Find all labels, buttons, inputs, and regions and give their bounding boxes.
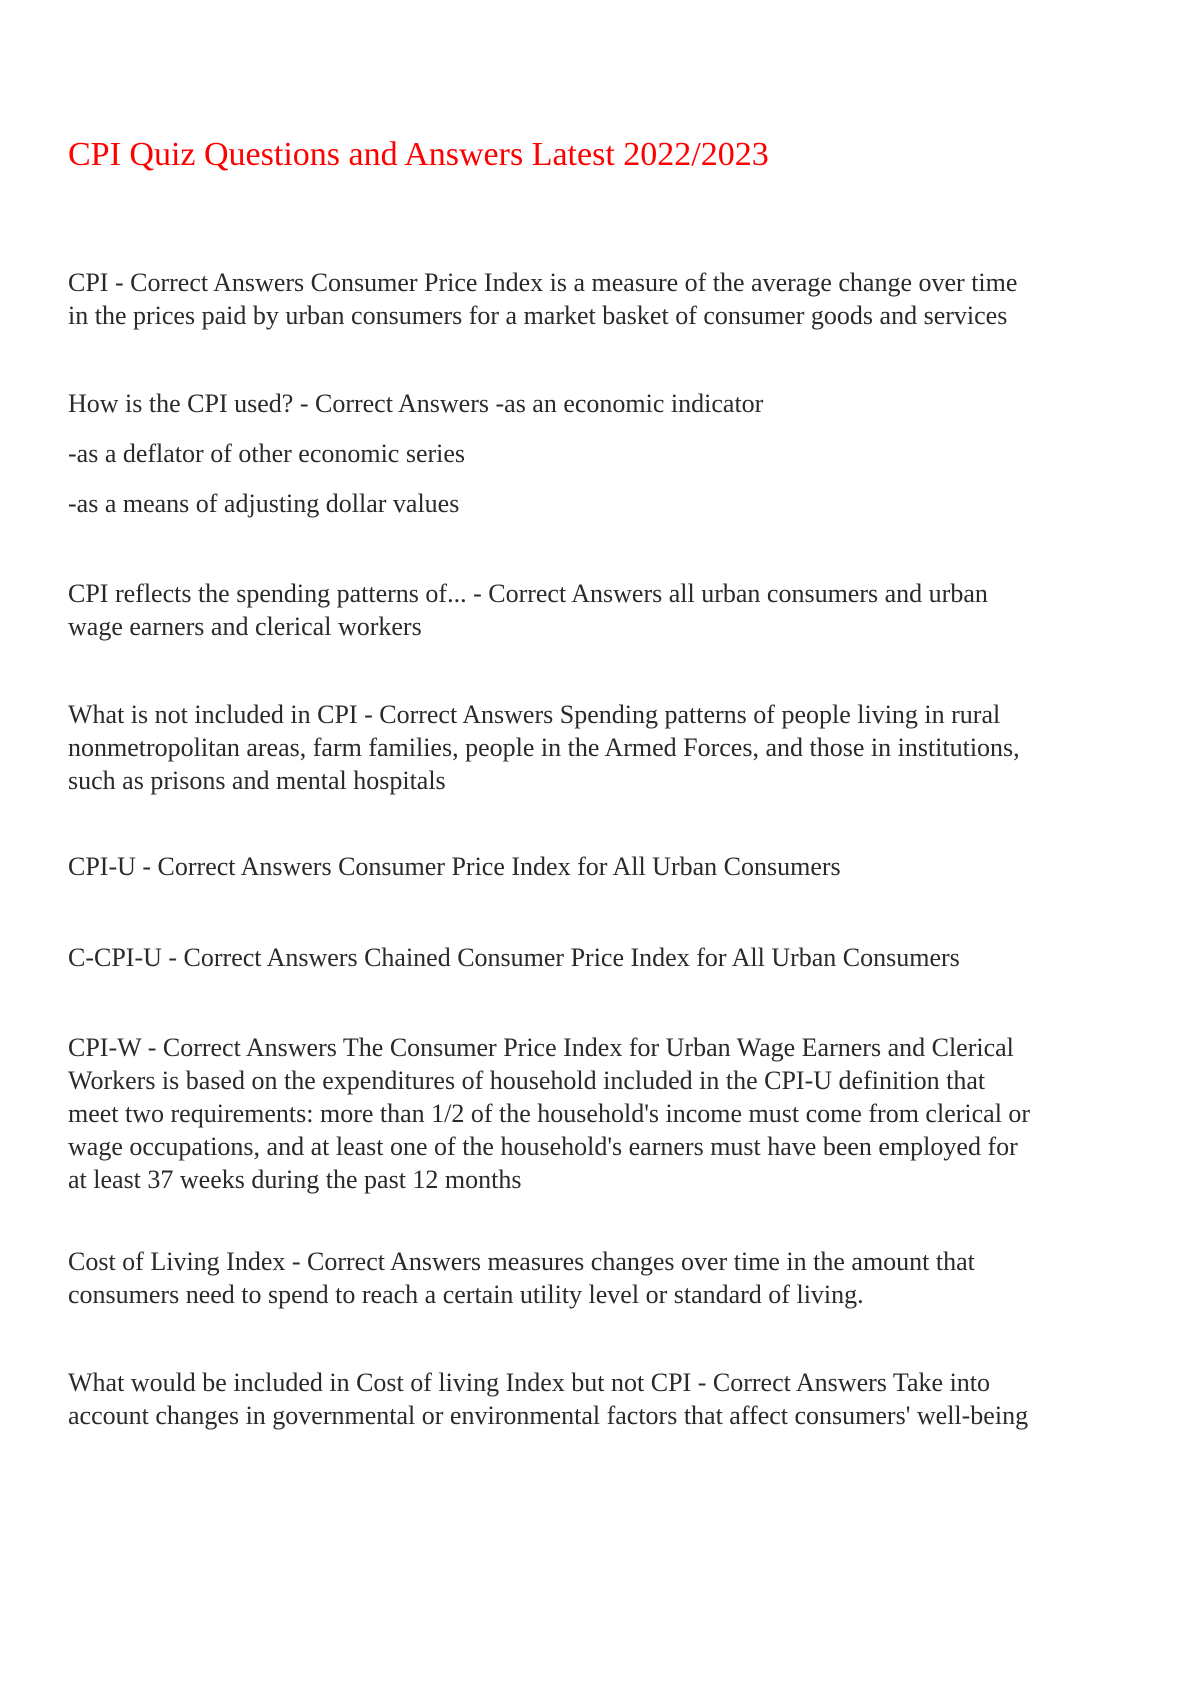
qa-paragraph-cost-of-living (68, 1245, 1133, 1311)
text-line: -as a deflator of other economic series (68, 439, 466, 468)
text-line: meet two requirements: more than 1/2 of the household's income must come from clerical or (68, 1099, 1031, 1128)
text-line: Cost of Living Index - Correct Answers measures changes over time in the amount that (68, 1247, 975, 1276)
qa-paragraph-cpi (68, 266, 1133, 332)
qa-paragraph-cpi-used (68, 387, 1133, 420)
qa-paragraph-cpi-w (68, 1031, 1133, 1196)
text-line: wage earners and clerical workers (68, 612, 422, 641)
text-line: nonmetropolitan areas, farm families, people in the Armed Forces, and those in institutions, (68, 733, 1020, 762)
document-title: CPI Quiz Questions and Answers Latest 2022/2023 (68, 136, 769, 173)
text-line: CPI-U - Correct Answers Consumer Price Index for All Urban Consumers (68, 852, 841, 881)
text-line: CPI reflects the spending patterns of... - Correct Answers all urban consumers and urban (68, 579, 988, 608)
text-line: such as prisons and mental hospitals (68, 766, 446, 795)
text-line: How is the CPI used? - Correct Answers -as an economic indicator (68, 389, 764, 418)
qa-paragraph-cost-of-living-vs-cpi (68, 1366, 1133, 1432)
text-line: consumers need to spend to reach a certain utility level or standard of living. (68, 1280, 864, 1309)
text-line: What is not included in CPI - Correct Answers Spending patterns of people living in rural (68, 700, 1001, 729)
qa-paragraph-not-included (68, 698, 1133, 797)
text-line: in the prices paid by urban consumers for a market basket of consumer goods and services (68, 301, 1008, 330)
text-line: What would be included in Cost of living Index but not CPI - Correct Answers Take into (68, 1368, 991, 1397)
text-line: account changes in governmental or environmental factors that affect consumers' well-being (68, 1401, 1029, 1430)
qa-paragraph-spending-patterns (68, 577, 1133, 643)
text-line: CPI-W - Correct Answers The Consumer Price Index for Urban Wage Earners and Clerical (68, 1033, 1014, 1062)
text-line: at least 37 weeks during the past 12 months (68, 1165, 522, 1194)
qa-paragraph-cpi-u (68, 850, 1133, 883)
text-line: CPI - Correct Answers Consumer Price Index is a measure of the average change over time (68, 268, 1018, 297)
answer-line-deflator (68, 437, 1133, 470)
text-line: C-CPI-U - Correct Answers Chained Consumer Price Index for All Urban Consumers (68, 943, 960, 972)
text-line: -as a means of adjusting dollar values (68, 489, 460, 518)
qa-paragraph-c-cpi-u (68, 941, 1133, 974)
text-line: wage occupations, and at least one of the household's earners must have been employed for (68, 1132, 1018, 1161)
answer-line-adjusting (68, 487, 1133, 520)
text-line: Workers is based on the expenditures of household included in the CPI-U definition that (68, 1066, 986, 1095)
